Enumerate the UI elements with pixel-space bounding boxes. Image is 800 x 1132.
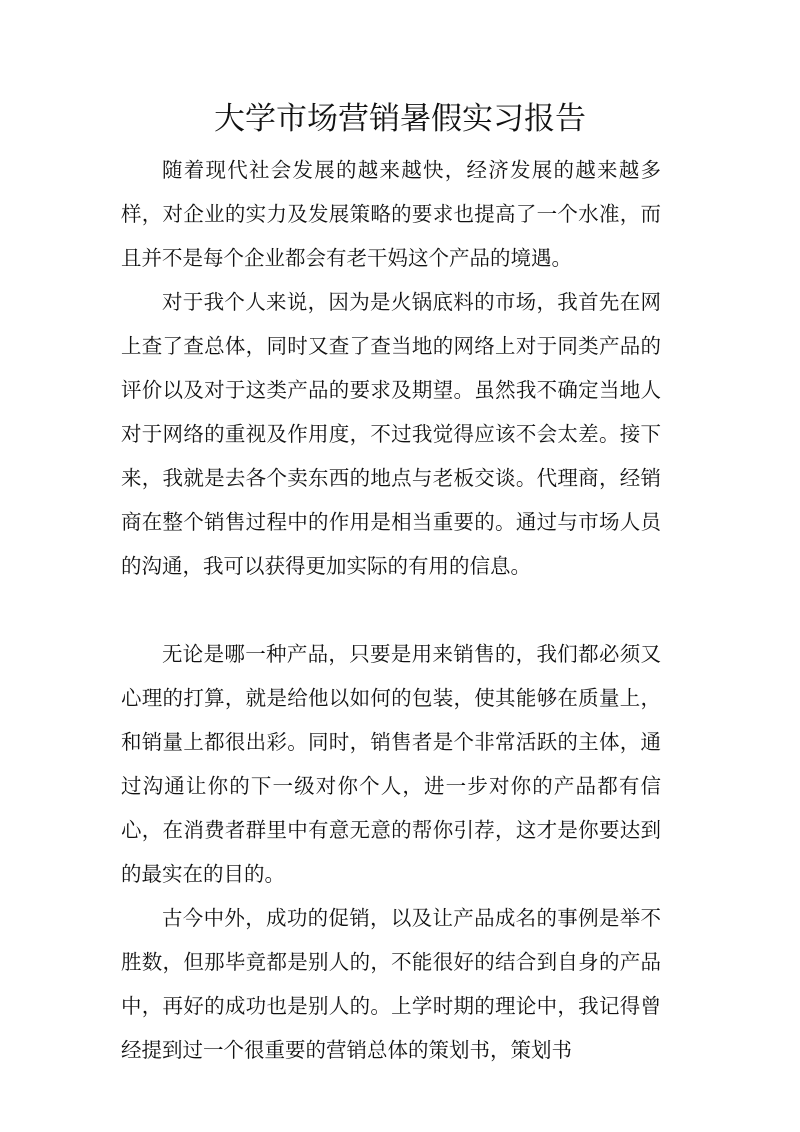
paragraph-1: 随着现代社会发展的越来越快，经济发展的越来越多样，对企业的实力及发展策略的要求也提高了一个水准，而且并不是每个企业都会有老干妈这个产品的境遇。: [121, 158, 661, 270]
document-title: 大学市场营销暑假实习报告: [214, 101, 586, 137]
paragraph-4: 古今中外，成功的促销，以及让产品成名的事例是举不胜数，但那毕竟都是别人的，不能很好的结合到自身的产品中，再好的成功也是别人的。上学时期的理论中，我记得曾经提到过一个很重要的营销总体的策划书，策划书: [121, 906, 661, 1062]
document-body: [121, 148, 661, 1072]
paragraph-3: 无论是哪一种产品，只要是用来销售的，我们都必须又心理的打算，就是给他以如何的包装，使其能够在质量上，和销量上都很出彩。同时，销售者是个非常活跃的主体，通过沟通让你的下一级对你个人，进一步对你的产品都有信心，在消费者群里中有意无意的帮你引荐，这才是你要达到的最实在的目的。: [121, 642, 661, 886]
paragraph-2: 对于我个人来说，因为是火锅底料的市场，我首先在网上查了查总体，同时又查了查当地的网络上对于同类产品的评价以及对于这类产品的要求及期望。虽然我不确定当地人对于网络的重视及作用度，不过我觉得应该不会太差。接下来，我就是去各个卖东西的地点与老板交谈。代理商，经销商在整个销售过程中的作用是相当重要的。通过与市场人员的沟通，我可以获得更加实际的有用的信息。: [121, 290, 661, 578]
